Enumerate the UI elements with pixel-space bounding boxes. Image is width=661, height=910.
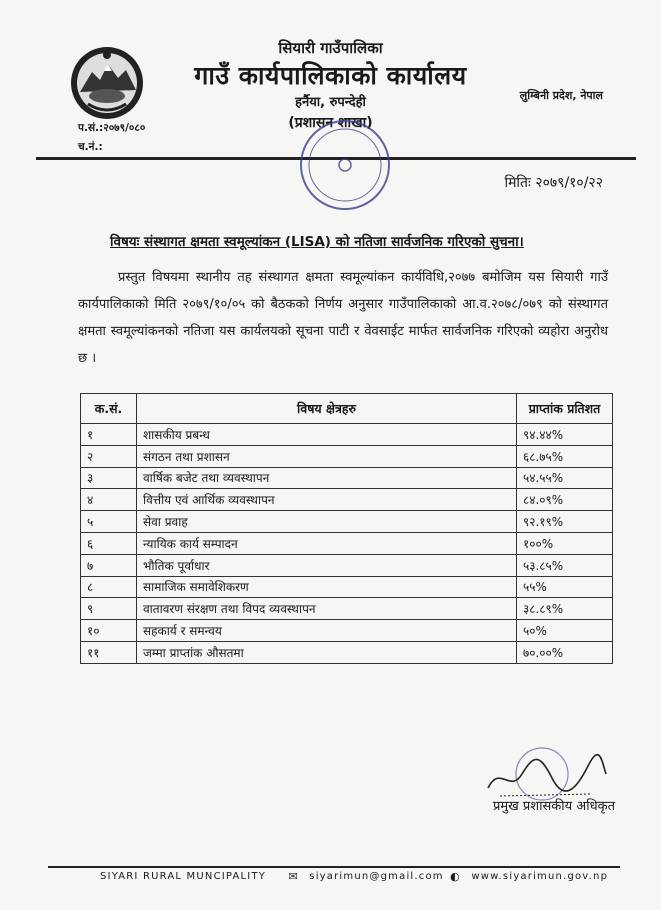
cell-area: सहकार्य र समन्वय bbox=[137, 620, 517, 642]
table-row bbox=[81, 641, 613, 663]
cell-area: वित्तीय एवं आर्थिक व्यवस्थापन bbox=[137, 489, 517, 511]
cell-percent: ३८.८९% bbox=[517, 598, 613, 620]
cell-serial: ३ bbox=[81, 467, 137, 489]
lisa-results-table bbox=[80, 393, 613, 664]
table-row bbox=[81, 489, 613, 511]
table-row bbox=[81, 554, 613, 576]
footer-divider bbox=[48, 866, 620, 868]
signatory-title: प्रमुख प्रशासकीय अधिकृत bbox=[492, 799, 615, 814]
signature-icon bbox=[480, 744, 610, 804]
cell-area: वातावरण संरक्षण तथा विपद व्यवस्थापन bbox=[137, 598, 517, 620]
cell-serial: ४ bbox=[81, 489, 137, 511]
table-row bbox=[81, 445, 613, 467]
cell-serial: १० bbox=[81, 620, 137, 642]
table-row bbox=[81, 576, 613, 598]
cell-serial: ६ bbox=[81, 532, 137, 554]
office-province: लुम्बिनी प्रदेश, नेपाल bbox=[519, 89, 603, 102]
cell-serial: १ bbox=[81, 424, 137, 446]
office-branch: (प्रशासन शाखा) bbox=[288, 115, 373, 131]
cell-serial: ८ bbox=[81, 576, 137, 598]
table-row bbox=[81, 620, 613, 642]
envelope-icon: ✉ bbox=[288, 870, 299, 883]
globe-icon: ◐ bbox=[450, 870, 461, 883]
table-row bbox=[81, 424, 613, 446]
cell-percent: ५५% bbox=[517, 576, 613, 598]
subject-line: विषयः संस्थागत क्षमता स्वमूल्यांकन (LISA) को नतिजा सार्वजनिक गरिएको सुचना। bbox=[110, 234, 524, 250]
footer-email[interactable]: siyarimun@gmail.com bbox=[309, 871, 444, 882]
cell-area: जम्मा प्राप्तांक औसतमा bbox=[137, 641, 517, 663]
cell-serial: ५ bbox=[81, 511, 137, 533]
cell-percent: १००% bbox=[517, 532, 613, 554]
cell-area: भौतिक पूर्वाधार bbox=[137, 554, 517, 576]
cell-percent: ८४.०९% bbox=[517, 489, 613, 511]
cell-percent: ५३.८५% bbox=[517, 554, 613, 576]
cell-percent: ५४.५५% bbox=[517, 467, 613, 489]
office-stamp-icon bbox=[296, 116, 394, 214]
col-percent: प्राप्तांक प्रतिशत bbox=[517, 394, 613, 424]
cell-percent: ९४.४४% bbox=[517, 424, 613, 446]
table-row bbox=[81, 511, 613, 533]
footer-bar bbox=[100, 870, 608, 883]
cell-serial: ११ bbox=[81, 641, 137, 663]
col-area: विषय क्षेत्रहरु bbox=[137, 394, 517, 424]
cell-area: न्यायिक कार्य सम्पादन bbox=[137, 532, 517, 554]
cell-serial: २ bbox=[81, 445, 137, 467]
cell-area: सेवा प्रवाह bbox=[137, 511, 517, 533]
office-place: हर्नैया, रुपन्देही bbox=[295, 95, 366, 110]
notice-body: प्रस्तुत विषयमा स्थानीय तह संस्थागत क्षमता स्वमूल्यांकन कार्यविधि,२०७७ बमोजिम यस सियारी गाउँ कार्यपालिकाको मिति २०७९/१०/०५ को बैठकको निर्णय अनुसार गाउँपालिकाको आ.व.२०७८/०७९ को संस्थागत क्षमता स्वमूल्यांकनको नतिजा यस कार्यलयको सूचना पाटी र वेवसाईट मार्फत सार्वजनिक गरिएको व्यहोरा अनुरोध छ । bbox=[78, 270, 608, 366]
col-serial: क.सं. bbox=[81, 394, 137, 424]
cell-area: वार्षिक बजेट तथा व्यवस्थापन bbox=[137, 467, 517, 489]
table-row bbox=[81, 532, 613, 554]
cell-serial: ७ bbox=[81, 554, 137, 576]
cell-percent: ५०% bbox=[517, 620, 613, 642]
cell-area: संगठन तथा प्रशासन bbox=[137, 445, 517, 467]
cell-area: शासकीय प्रबन्ध bbox=[137, 424, 517, 446]
table-row bbox=[81, 598, 613, 620]
reference-number: प.सं.:२०७९/०८० bbox=[78, 122, 146, 134]
letter-date: मितिः २०७९/१०/२२ bbox=[504, 175, 603, 191]
dispatch-number: च.नं.: bbox=[78, 141, 103, 153]
cell-percent: ६८.७५% bbox=[517, 445, 613, 467]
cell-percent: ९२.१९% bbox=[517, 511, 613, 533]
footer-website[interactable]: www.siyarimun.gov.np bbox=[471, 871, 609, 882]
table-header-row bbox=[81, 394, 613, 424]
cell-percent: ७०.००% bbox=[517, 641, 613, 663]
cell-area: सामाजिक समावेशिकरण bbox=[137, 576, 517, 598]
municipality-name: सियारी गाउँपालिका bbox=[278, 39, 383, 57]
office-title: गाउँ कार्यपालिकाको कार्यालय bbox=[194, 61, 467, 90]
cell-serial: ९ bbox=[81, 598, 137, 620]
footer-org: SIYARI RURAL MUNCIPALITY bbox=[100, 871, 267, 882]
table-row bbox=[81, 467, 613, 489]
